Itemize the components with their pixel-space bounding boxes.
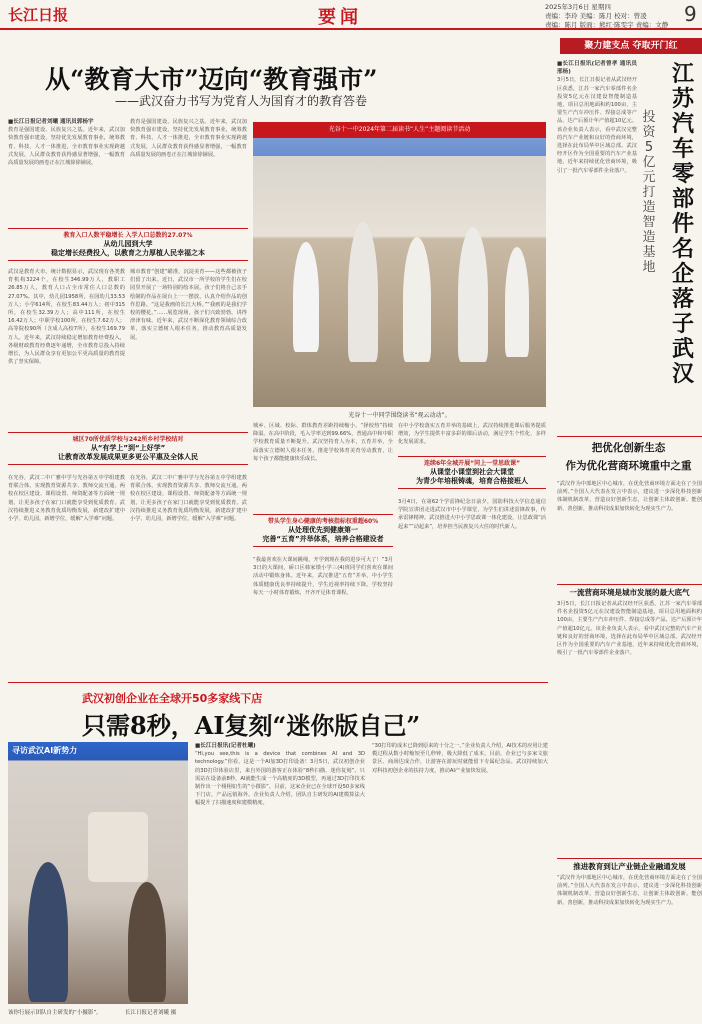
right-section-title	[555, 440, 702, 473]
photo-tag: 寻访武汉AI新势力	[12, 746, 78, 755]
divider	[557, 436, 702, 437]
lower-headline: 只需8秒，AI复刻“迷你版自己”	[82, 711, 421, 740]
section-1-title-b: 稳定增长经费投入，以教育之力厚植人民幸福之本	[51, 249, 205, 257]
byline: ■长江日报记者刘曦 通讯员郭杨宇	[8, 119, 94, 125]
vertical-subhead: 投资5亿元打造智造基地	[642, 110, 656, 275]
main-headline: 从“教育大市”迈向“教育强市”	[45, 65, 378, 94]
student-figure	[403, 237, 431, 362]
ai-photo-credit: 长江日报记者刘曦 摄	[125, 1010, 177, 1016]
page-number: 9	[684, 2, 697, 26]
lower-byline: ■长江日报讯(记者杜曦)	[195, 743, 256, 749]
editor-line: 责编：李玲 美编：陈月 校对：曾凌	[545, 12, 647, 20]
student-figure	[348, 222, 378, 362]
section-2-title-a: 从“有学上”到“上好学”	[90, 444, 166, 452]
masthead: 长江日报	[8, 6, 69, 24]
column-4-lower: 3月4日，在第62个学雷锋纪念日前夕，国防科技大学信息通信学院宣讲团走进武汉市中小学课堂，为学生们讲述雷锋故事，传承雷锋精神。武汉推进大中小学思政课一体化建设，让思政课“活起来”“动起来”，培养担当民族复兴大任的时代新人。	[398, 499, 546, 530]
page-header	[0, 0, 702, 30]
right-column-3: 3月5日，长江日报记者从武汉经开区获悉，江苏一家汽车零部件名企投资5亿元在汉建设智能制造基地，项目总用地面积约100亩，主要生产汽车冲压件、焊接总成等产品，达产后预计年产值超10亿元。该企业负责人表示，看中武汉完整的汽车产业链和良好的营商环境，选择在此布局华中区域总部。武汉经开区作为全国重要的汽车产业基地，近年来持续优化营商环境，吸引了一批汽车零部件企业落户。	[557, 601, 702, 657]
section-1-head	[8, 228, 248, 261]
right-title-a: 把优化创新生态	[591, 442, 666, 454]
section-title: 要闻	[318, 7, 362, 28]
column-1-lower: 在光谷，武汉二中广雅中学与光谷第五中学组建教育联合体，实现教育资源共享、教师交流互通。两校在校区建设、课程设置、师资配备等方面统一规划，让更多孩子在家门口就能享受到优质教育。武汉持续推进义务教育优质均衡发展，新建改扩建中小学、幼儿园，新增学位，缓解“入学难”问题。	[8, 475, 125, 523]
lower-column-2: “30打印的成本已降到原来的十分之一。”企业负责人介绍，AI技术的应用让建模过程从数小时缩短至几秒钟，极大降低了成本。目前，企业已与多家文旅景区、商场达成合作，让游客在游玩时就能留下专属纪念品。武汉持续加大对科技初创企业的扶持力度，推动AI产业加快发展。	[372, 743, 548, 774]
column-2-top: 教育是强国建设、民族复兴之基。近年来，武汉加快教育强市建设，坚持优先发展教育事业，统筹教育、科技、人才一体推进，全市教育事业实现跨越式发展，人民群众教育获得感显著增强，一幅教育高质量发展的画卷正在江城徐徐铺展。	[130, 119, 247, 158]
section-2-head	[8, 432, 248, 465]
right-column-body	[557, 60, 637, 430]
desk-line: 责编：陈月 版面：熊红·陈雯宇 责编：文静	[545, 21, 669, 29]
lower-kicker: 武汉初创企业在全球开50多家线下店	[82, 692, 263, 705]
person-figure	[28, 862, 68, 1002]
lower-text-1: “Hi,you see,this is a device that combines AI and 3D technology.”你看，这是一个AI加3D打印设备！3月5日，武汉初创企业的3D打印体验店里，来自外国的游客正在体验“8秒扫描、迷你复刻”。只需站在设备前8秒，AI就能生成一个高精度的3D模型，再通过3D打印技术制作出一个栩栩如生的“小摄影”。目前，这家企业已在全球开设50多家线下门店，产品远销海外。企业负责人介绍，团队自主研发的AI建模算法大幅提升了扫描速度和建模精度。	[195, 751, 365, 807]
date-info	[545, 3, 668, 30]
section-2-kicker: 城区70所优质学校与242所乡村学校结对	[72, 436, 184, 443]
right-banner: 聚力建支点 夺取开门红	[560, 38, 702, 54]
ai-photo-caption: 该你行展示团队自主研发的“小摄影”。	[8, 1010, 102, 1016]
student-figure	[458, 227, 488, 362]
photo-banner: 光谷十一中2024年第二届读书“人生”主题阅读节活动	[253, 122, 546, 138]
section-3-head	[253, 514, 393, 547]
section-3-title-a: 从处理优先到健康第一	[288, 526, 358, 534]
right-column-2: “武汉作为中部地区中心城市，在优化营商环境方面走在了全国前列。”全国人大代表在发言中表示，建议进一步深化科技创新体制机制改革，营造良好创新生态，让创新主体敢创新、能创新、善创新，推动科技成果加快转化为现实生产力。	[557, 481, 702, 512]
section-4-title-b: 为青少年培根铸魂，培育合格接班人	[416, 477, 528, 485]
divider	[8, 682, 548, 683]
person-figure	[128, 882, 166, 1002]
student-figure	[505, 247, 529, 357]
section-1-kicker: 教育入口人数平稳增长 入学人口总数的27.07%	[63, 232, 193, 239]
column-3-body: 城乡、区域、校际、群体教育差距持续缩小，“择校热”持续降温。在高中阶段，毛入学率达到99.66%，普通高中和中职学校教育质量不断提升。武汉坚持育人为本，五育并举，全面落实立德树人根本任务，推进学校体育美育劳动教育，让每个孩子都能健康快乐成长。	[253, 423, 393, 462]
section-2-title-b: 让教育改革发展成果更多更公平惠及全体人民	[58, 453, 198, 461]
right-subhead-1: 一流营商环境是城市发展的最大底气	[557, 584, 702, 598]
school-photo	[253, 122, 546, 407]
device-figure	[88, 812, 148, 882]
section-3-title-b: 完善“五育”并举体系，培养合格建设者	[262, 535, 384, 543]
intro-text: 教育是强国建设、民族复兴之基。近年来，武汉加快教育强市建设，坚持优先发展教育事业，统筹教育、科技、人才一体推进，全市教育事业实现跨越式发展，人民群众教育获得感显著增强，一幅教育高质量发展的画卷正在江城徐徐铺展。	[8, 127, 125, 167]
section-4-head	[398, 456, 546, 489]
column-4-body: 在中小学校落实五育并举的基础上，武汉持续推进课后服务提质增效，为学生提供丰富多彩的课后活动，满足学生个性化、多样化发展需求。	[398, 423, 546, 446]
ai-photo	[8, 742, 188, 1004]
student-figure	[293, 242, 319, 352]
right-title-b: 作为优化营商环境重中之重	[565, 460, 692, 472]
section-3-kicker: 带头学生身心健康的考核指标权重超60%	[267, 518, 379, 525]
column-1-body: 武汉是教育大市。统计数据显示，武汉现有各类教育机构3224个，在校生346.99万人，教职工26.85万人，教育人口占全市常住人口总数的27.07%。其中，幼儿园1958所，在园幼儿33.53万人；小学614所，在校生83.44万人；初中315所，在校生32.39万人；高中111所，在校生16.42万人；中职学校100所，在校生7.62万人；高等院校90所（含成人高校7所），在校生169.79万人。近年来，武汉持续稳定增加教育经费投入，各级财政教育经费逐年递增，全市教育总投入持续增长，为人民群众享有更加公平更高质量的教育提供了坚实保障。	[8, 269, 125, 366]
column-3-lower: “我最喜欢在大课间跳绳，开学到现在我的进步可大了！”3月3日的大课间，硚口区韩家墩小学三(4)班同学们喜欢在课间活动中锻炼身体。近年来，武汉推进“五育”并举，中小学生体质健康优良率持续提升，学生近视率持续下降。学校坚持每天一小时体育锻炼，开齐开足体育课程。	[253, 557, 393, 596]
column-1-intro	[8, 118, 125, 228]
column-2-body: 城市教育“创建”瞄准，沉淀美育——这些都被孩子们留了出来。近日，武汉市一所学校的学生们在校园里开展了一场特别的绘本展。孩子们将自己亲手绘制的作品在展台上一一摆放，认真介绍作品的创作思路。“这是我画的长江大桥。”“我画的是我们学校的樱花。”……展览现场，孩子们兴致勃勃，讲得津津有味。近年来，武汉不断深化教育领域综合改革，落实立德树人根本任务，推动教育高质量发展。	[130, 269, 247, 341]
column-2-lower: 在光谷，武汉二中广雅中学与光谷第五中学组建教育联合体，实现教育资源共享、教师交流互通。两校在校区建设、课程设置、师资配备等方面统一规划，让更多孩子在家门口就能享受到优质教育。武汉持续推进义务教育优质均衡发展，新建改扩建中小学、幼儿园，新增学位，缓解“入学难”问题。	[130, 475, 247, 523]
right-byline: ■长江日报讯(记者曾孝 通讯员邢杨)	[557, 61, 637, 76]
section-4-title-a: 从课堂小课堂到社会大课堂	[430, 468, 514, 476]
right-column-4: “武汉作为中部地区中心城市，在优化营商环境方面走在了全国前列。”全国人大代表在发言中表示，建议进一步深化科技创新体制机制改革，营造良好创新生态，让创新主体敢创新、能创新、善创新，推动科技成果加快转化为现实生产力。	[557, 875, 702, 906]
right-text: 3月5日，长江日报记者从武汉经开区获悉，江苏一家汽车零部件名企投资5亿元在汉建设智能制造基地，项目总用地面积约100亩，主要生产汽车冲压件、焊接总成等产品，达产后预计年产值超10亿元。该企业负责人表示，看中武汉完整的汽车产业链和良好的营商环境，选择在此布局华中区域总部。武汉经开区作为全国重要的汽车产业基地，近年来持续优化营商环境，吸引了一批汽车零部件企业落户。	[557, 77, 637, 174]
lower-column-1	[195, 742, 365, 1014]
vertical-headline: 江苏汽车零部件名企落子武汉	[671, 61, 694, 387]
date: 2025年3月6日 星期四	[545, 3, 611, 11]
right-subhead-2: 推进教育到让产业链企业融通发展	[557, 858, 702, 872]
section-1-title-a: 从幼儿园到大学	[103, 240, 153, 248]
main-subhead: ——武汉奋力书写为党育人为国育才的教育答卷	[115, 94, 368, 108]
photo-caption: 光谷十一中同学围绕读书“观云动动”。	[348, 412, 451, 419]
section-4-kicker: 连续6年全城开展“同上一堂思政课”	[423, 460, 521, 467]
